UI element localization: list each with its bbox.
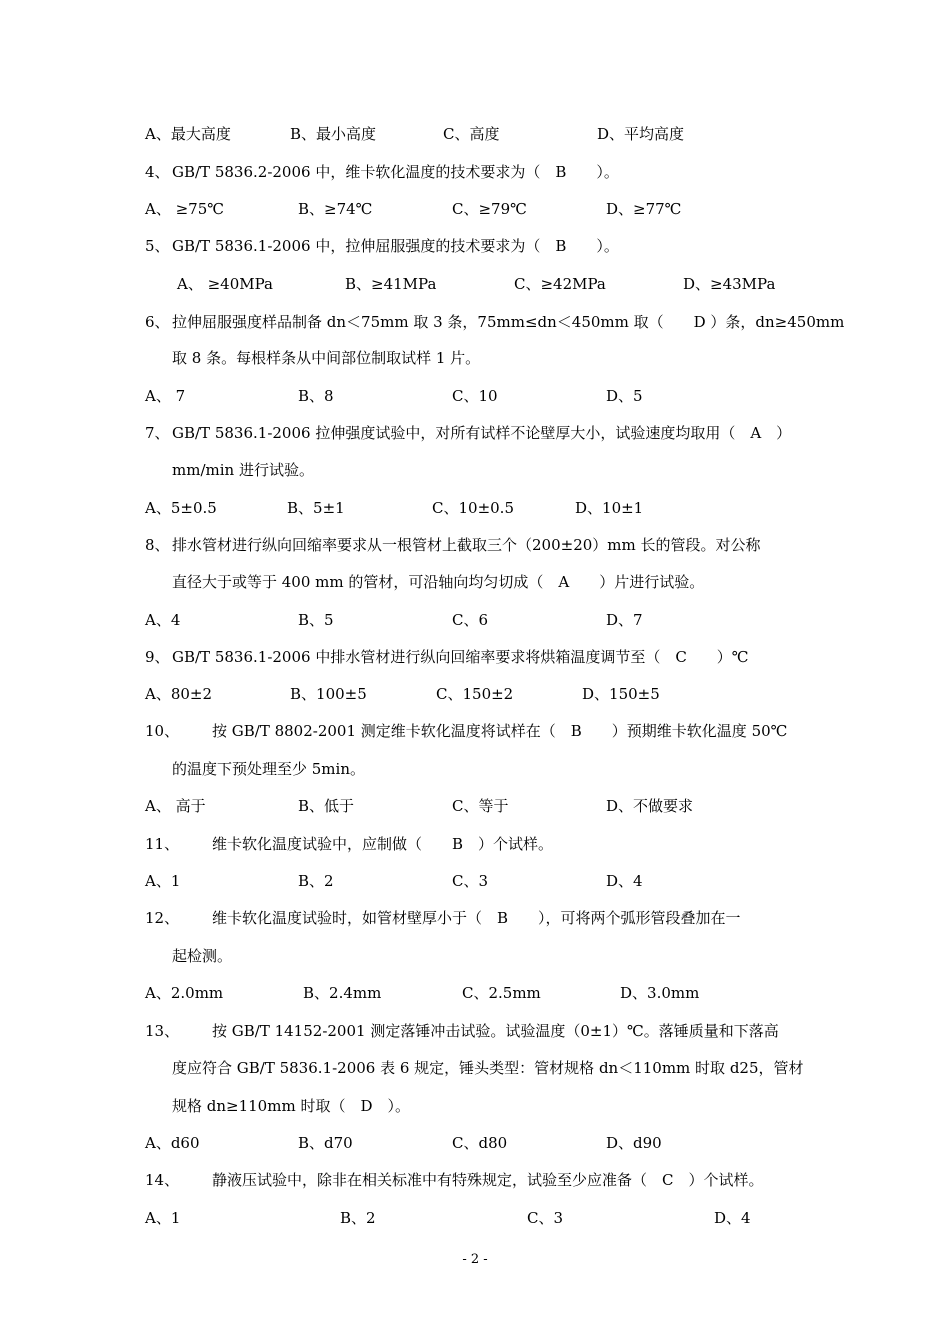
q13-option-c: C、d80: [452, 1134, 508, 1152]
q5-option-c: C、≥42MPa: [514, 275, 606, 293]
q6-line-2: 取 8 条。每根样条从中间部位制取试样 1 片。: [172, 349, 481, 367]
q12-option-c: C、2.5mm: [462, 984, 541, 1002]
q4-option-b: B、≥74℃: [298, 200, 373, 218]
q3-option-d: D、平均高度: [597, 125, 685, 143]
q7-line-1: GB/T 5836.1-2006 拉伸强度试验中，对所有试样不论壁厚大小，试验速度均取用（ A ）: [172, 424, 792, 442]
q7-option-c: C、10±0.5: [432, 499, 514, 517]
q8-number: 8、: [145, 536, 170, 554]
q4-text: GB/T 5836.2-2006 中，维卡软化温度的技术要求为（ B ）。: [172, 163, 619, 181]
q11-option-d: D、4: [606, 872, 643, 890]
q14-option-c: C、3: [527, 1209, 564, 1227]
q9-text: GB/T 5836.1-2006 中排水管材进行纵向回缩率要求将烘箱温度调节至（ C ）℃: [172, 648, 749, 666]
q3-option-b: B、最小高度: [290, 125, 377, 143]
q4-number: 4、: [145, 163, 170, 181]
q5-text: GB/T 5836.1-2006 中，拉伸屈服强度的技术要求为（ B ）。: [172, 237, 619, 255]
q12-line-1: 维卡软化温度试验时，如管材壁厚小于（ B ），可将两个弧形管段叠加在一: [212, 909, 741, 927]
q4-option-c: C、≥79℃: [452, 200, 527, 218]
q8-option-d: D、7: [606, 611, 643, 629]
q14-option-b: B、2: [340, 1209, 376, 1227]
q6-option-a: A、 7: [145, 387, 186, 405]
q13-number: 13、: [145, 1022, 180, 1040]
q4-option-d: D、≥77℃: [606, 200, 682, 218]
q8-line-2: 直径大于或等于 400 mm 的管材，可沿轴向均匀切成（ A ）片进行试验。: [172, 573, 705, 591]
q5-number: 5、: [145, 237, 170, 255]
q8-option-a: A、4: [145, 611, 181, 629]
q8-option-b: B、5: [298, 611, 334, 629]
q6-option-d: D、5: [606, 387, 643, 405]
page-number: - 2 -: [462, 1252, 488, 1267]
q10-option-b: B、低于: [298, 797, 355, 815]
q6-number: 6、: [145, 313, 170, 331]
q13-option-a: A、d60: [145, 1134, 200, 1152]
q6-option-c: C、10: [452, 387, 498, 405]
q12-option-a: A、2.0mm: [145, 984, 224, 1002]
q6-line-1: 拉伸屈服强度样品制备 dn＜75mm 取 3 条，75mm≤dn＜450mm 取（ D ）条，dn≥450mm: [172, 313, 845, 331]
q8-line-1: 排水管材进行纵向回缩率要求从一根管材上截取三个（200±20）mm 长的管段。对公称: [172, 536, 761, 554]
q14-text: 静液压试验中，除非在相关标准中有特殊规定，试验至少应准备（ C ）个试样。: [212, 1171, 764, 1189]
q5-option-d: D、≥43MPa: [683, 275, 776, 293]
q13-line-2: 度应符合 GB/T 5836.1-2006 表 6 规定，锤头类型：管材规格 dn＜110mm 时取 d25，管材: [172, 1059, 804, 1077]
q9-option-c: C、150±2: [436, 685, 514, 703]
q13-line-3: 规格 dn≥110mm 时取（ D ）。: [172, 1097, 410, 1115]
q14-option-a: A、1: [145, 1209, 181, 1227]
q13-option-d: D、d90: [606, 1134, 662, 1152]
q7-option-d: D、10±1: [575, 499, 644, 517]
q10-line-2: 的温度下预处理至少 5min。: [172, 760, 365, 778]
q10-option-c: C、等于: [452, 797, 509, 815]
q12-line-2: 起检测。: [172, 947, 233, 965]
q3-option-c: C、高度: [443, 125, 500, 143]
q14-option-d: D、4: [714, 1209, 751, 1227]
q10-number: 10、: [145, 722, 180, 740]
q9-option-b: B、100±5: [290, 685, 367, 703]
q14-number: 14、: [145, 1171, 180, 1189]
q3-option-a: A、最大高度: [145, 125, 231, 143]
q10-line-1: 按 GB/T 8802-2001 测定维卡软化温度将试样在（ B ）预期维卡软化温度 50℃: [212, 722, 788, 740]
q10-option-a: A、 高于: [145, 797, 206, 815]
q9-option-a: A、80±2: [145, 685, 213, 703]
q12-option-d: D、3.0mm: [620, 984, 700, 1002]
q7-line-2: mm/min 进行试验。: [172, 461, 314, 479]
q7-option-b: B、5±1: [287, 499, 345, 517]
q13-option-b: B、d70: [298, 1134, 353, 1152]
q7-option-a: A、5±0.5: [145, 499, 217, 517]
q9-number: 9、: [145, 648, 170, 666]
q13-line-1: 按 GB/T 14152-2001 测定落锤冲击试验。试验温度（0±1）℃。落锤质量和下落高: [212, 1022, 779, 1040]
q8-option-c: C、6: [452, 611, 489, 629]
q11-text: 维卡软化温度试验中，应制做（ B ）个试样。: [212, 835, 554, 853]
q11-option-c: C、3: [452, 872, 489, 890]
q11-number: 11、: [145, 835, 180, 853]
q12-option-b: B、2.4mm: [303, 984, 382, 1002]
q11-option-b: B、2: [298, 872, 334, 890]
q9-option-d: D、150±5: [582, 685, 660, 703]
q12-number: 12、: [145, 909, 180, 927]
q4-option-a: A、 ≥75℃: [145, 200, 225, 218]
q10-option-d: D、不做要求: [606, 797, 694, 815]
q6-option-b: B、8: [298, 387, 334, 405]
q5-option-b: B、≥41MPa: [345, 275, 437, 293]
q7-number: 7、: [145, 424, 170, 442]
q5-option-a: A、 ≥40MPa: [177, 275, 273, 293]
q11-option-a: A、1: [145, 872, 181, 890]
